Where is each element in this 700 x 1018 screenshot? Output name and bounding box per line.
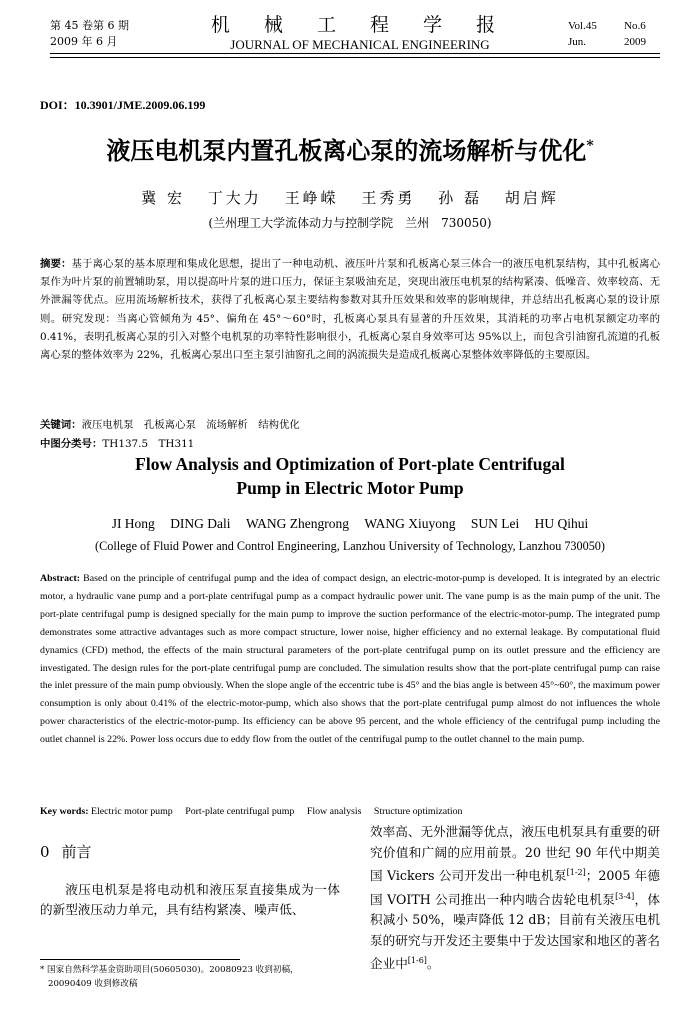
paper-title-en [40,452,660,500]
header-issue-block [568,18,646,50]
header-vol: Vol.45 [568,20,597,32]
body-right-p2: ；2005 年德国 VOITH 公司推出一种内啮合齿轮电机泵 [370,868,660,907]
header-volume-block [50,18,129,50]
title-cn-footnote-mark: * [586,138,594,154]
keyword-en: Flow analysis [306,806,362,817]
title-en-line: Pump in Electric Motor Pump [236,478,464,498]
author-en: WANG Xiuyong [364,516,456,531]
keywords-en-label: Key words: [40,806,89,817]
body-right-p4: 。 [426,956,440,972]
header-volume-cn: 第 45 卷第 6 期 [50,19,129,32]
footnote [40,963,350,991]
classification-cn-label: 中图分类号： [40,438,103,450]
footnote-line: 20090409 收到修改稿 [48,979,138,989]
keywords-cn-text: 液压电机泵 孔板离心泵 流场解析 结构优化 [81,419,300,431]
author-cn: 胡启辉 [504,189,559,207]
section-title: 前言 [61,843,92,861]
abstract-cn-text: 基于离心泵的基本原理和集成化思想，提出了一种电动机、液压叶片泵和孔板离心泵三体合一的液压电机泵结构，其中孔板离心泵作为叶片泵的前置辅助泵，用以提高叶片泵的进口压力，保证主泵吸油充足，突现出液压电机泵的结构紧凑、低噪音、效率较高、无外泄漏等优点。应用流场解析技术，获得了孔板离心泵主要结构参数对其升压效果和效率的影响规律，并总结出孔板离心泵的设计原则。研究发现：当离心管倾角为 45°、偏角在 45°～60°时，孔板离心泵具有显著的升压效果，其消耗的功率占电机泵额定功率的 0.41%，表明孔板离心泵的引入对整个电机泵的功率特性影响很小，孔板离心泵自身效率可达 95%以上，而包含引油窗孔流道的孔板离心泵的整体效率为 22%，孔板离心泵出口至主泵引油窗孔之间的涡流损失是造成孔板离心泵整体效率降低的主要原因。 [40,258,660,362]
title-cn-text: 液压电机泵内置孔板离心泵的流场解析与优化 [106,136,587,165]
author-en: JI Hong [111,516,155,531]
header-rule-top [50,53,660,54]
abstract-cn [40,255,660,364]
journal-name-cn: 机 械 工 程 学 报 [210,14,510,36]
section-number: 0 [40,843,50,861]
body-right-p1: 效率高、无外泄漏等优点，液压电机泵具有重要的研究价值和广阔的应用前景。20 世纪 90 年代中期美国 Vickers 公司开发出一种电机泵 [370,824,660,884]
classification-cn-text: TH137.5 TH311 [102,438,195,450]
body-text-left: 液压电机泵是将电动机和液压泵直接集成为一体的新型液压动力单元，具有结构紧凑、噪声低、 [40,882,340,917]
keyword-en: Structure optimization [373,806,463,817]
doi-line [40,96,205,113]
keyword-en: Port-plate centrifugal pump [185,806,295,817]
citation-ref: [1-2] [566,868,586,877]
author-cn: 王峥嵘 [284,189,339,207]
doi-value: 10.3901/JME.2009.06.199 [74,98,206,112]
abstract-cn-label: 摘要： [40,258,72,270]
journal-name-en: JOURNAL OF MECHANICAL ENGINEERING [230,37,490,52]
affiliation-cn: (兰州理工大学流体动力与控制学院 兰州 730050) [208,216,492,230]
body-text-right [370,822,660,975]
citation-ref: [3-4] [615,891,635,901]
footnote-line: 国家自然科学基金资助项目(50605030)。20080923 收到初稿， [47,965,299,975]
doi-label: DOI： [40,98,75,112]
title-en-line: Flow Analysis and Optimization of Port-plate Centrifugal [135,454,565,474]
paper-title-cn [40,130,660,167]
abstract-en-label: Abstract: [40,573,81,584]
keyword-en: Electric motor pump [91,806,173,817]
authors-cn [40,188,660,208]
authors-en [40,515,660,533]
header-no: No.6 [624,20,646,32]
header-year: 2009 [624,36,646,48]
author-en: HU Qihui [534,516,589,531]
author-en: WANG Zhengrong [245,516,350,531]
classification-cn [40,436,660,453]
header-journal-block [190,14,530,54]
author-en: SUN Lei [470,516,520,531]
affiliation-en: (College of Fluid Power and Control Engineering, Lanzhou University of Technology, Lanzhou 730050) [95,539,605,553]
keywords-cn-label: 关键词： [40,419,82,431]
abstract-en [40,570,660,749]
author-cn: 冀 宏 [141,189,186,207]
footnote-mark: * [40,965,45,975]
header-date-cn: 2009 年 6 月 [50,35,118,48]
author-cn: 孙 磊 [438,189,482,207]
header-month: Jun. [568,36,587,48]
keywords-en [40,804,660,820]
section-heading [40,842,104,862]
header-rule-bottom [50,57,660,58]
footnote-rule [40,959,240,960]
abstract-en-text: Based on the principle of centrifugal pump and the idea of compact design, an electric-motor-pump is developed. It is integrated by an electric motor, a hydraulic vane pump and a port-plate centrifugal pump as a compact hydraulic power unit. The vane pump is as the main pump of the unit. The port-plate centrifugal pump is designed specially for the main pump to improve the suction performance of the electric-motor-pump. The integrated pump demonstrates some attractive advantages such as more compact structure, lower noise, higher efficiency and no external leakage. By computational fluid dynamics (CFD) method, the effects of the main structural parameters of the port-plate centrifugal pump on its outlet pressure and the efficiency are investigated. The design rules for the port-plate centrifugal pump are concluded. The simulation results show that the port-plate centrifugal pump can raise the inlet pressure of the main pump obviously. When the slope angle of the eccentric tube is 45° and the bias angle is between 45°~60°, the maximum power consumption is only about 0.41% of the electric-motor-pump, which also shows that the port-plate centrifugal pump almost do not influences the whole power characteristics of the electric-motor-pump. Its efficiency can be above 95 percent, and the whole efficiency of the centrifugal pump including the outlet channel is 22%. Power loss occurs due to eddy flow from the outlet of the centrifugal pump to the outlet channel to the main pump. [40,573,660,746]
keywords-cn [40,417,660,434]
author-en: DING Dali [170,516,231,531]
author-cn: 王秀勇 [361,189,416,207]
author-cn: 丁大力 [207,189,262,207]
body-right-p3: ，体积减小 50%，噪声降低 12 dB；目前有关液压电机泵的研究与开发还主要集中于发达国家和地区的著名企业中 [370,891,661,972]
citation-ref: [1-6] [407,956,427,966]
